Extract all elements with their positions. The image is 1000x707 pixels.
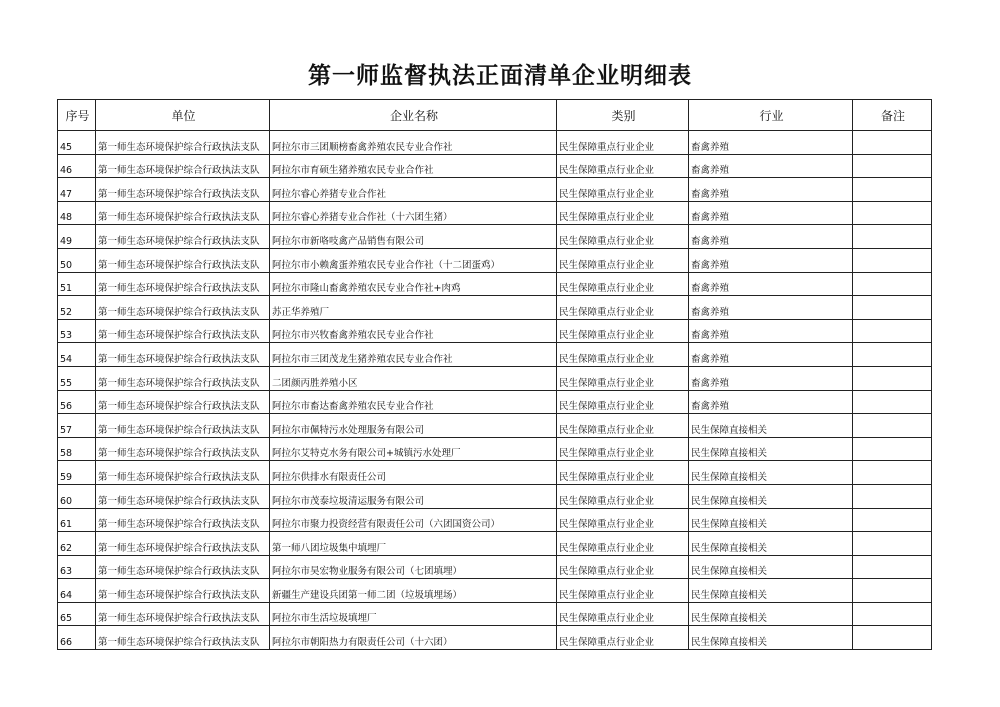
cell-industry: 民生保障直接相关: [689, 414, 853, 438]
table-header-row: [58, 100, 932, 131]
table-row: [58, 414, 932, 438]
cell-remarks: [853, 414, 932, 438]
cell-serial-number: 48: [58, 201, 96, 225]
cell-enterprise-name: 阿拉尔市兴牧畜禽养殖农民专业合作社: [270, 319, 557, 343]
table-row: [58, 508, 932, 532]
cell-enterprise-name: 阿拉尔市隆山畜禽养殖农民专业合作社+肉鸡: [270, 272, 557, 296]
cell-remarks: [853, 579, 932, 603]
cell-industry: 民生保障直接相关: [689, 602, 853, 626]
table-row: [58, 248, 932, 272]
cell-serial-number: 47: [58, 178, 96, 202]
cell-serial-number: 59: [58, 461, 96, 485]
cell-unit: 第一师生态环境保护综合行政执法支队: [96, 296, 270, 320]
cell-serial-number: 50: [58, 248, 96, 272]
cell-enterprise-name: 阿拉尔睿心养猪专业合作社（十六团生猪）: [270, 201, 557, 225]
table-body: [58, 131, 932, 650]
cell-serial-number: 64: [58, 579, 96, 603]
cell-remarks: [853, 532, 932, 556]
table-row: [58, 131, 932, 155]
cell-category: 民生保障重点行业企业: [557, 579, 689, 603]
header-industry: 行业: [689, 100, 853, 131]
cell-unit: 第一师生态环境保护综合行政执法支队: [96, 555, 270, 579]
cell-industry: 畜禽养殖: [689, 248, 853, 272]
cell-category: 民生保障重点行业企业: [557, 343, 689, 367]
cell-remarks: [853, 178, 932, 202]
cell-serial-number: 45: [58, 131, 96, 155]
cell-unit: 第一师生态环境保护综合行政执法支队: [96, 414, 270, 438]
cell-category: 民生保障重点行业企业: [557, 366, 689, 390]
cell-serial-number: 61: [58, 508, 96, 532]
cell-industry: 畜禽养殖: [689, 225, 853, 249]
cell-enterprise-name: 阿拉尔市聚力投资经营有限责任公司（六团国资公司）: [270, 508, 557, 532]
cell-enterprise-name: 阿拉尔睿心养猪专业合作社: [270, 178, 557, 202]
table-row: [58, 437, 932, 461]
cell-serial-number: 52: [58, 296, 96, 320]
table-row: [58, 343, 932, 367]
cell-unit: 第一师生态环境保护综合行政执法支队: [96, 602, 270, 626]
table-row: [58, 154, 932, 178]
cell-enterprise-name: 阿拉尔市昊宏物业服务有限公司（七团填埋）: [270, 555, 557, 579]
cell-category: 民生保障重点行业企业: [557, 414, 689, 438]
cell-unit: 第一师生态环境保护综合行政执法支队: [96, 461, 270, 485]
cell-remarks: [853, 366, 932, 390]
cell-remarks: [853, 602, 932, 626]
cell-enterprise-name: 阿拉尔市育硕生猪养殖农民专业合作社: [270, 154, 557, 178]
cell-category: 民生保障重点行业企业: [557, 201, 689, 225]
cell-serial-number: 65: [58, 602, 96, 626]
cell-remarks: [853, 201, 932, 225]
cell-remarks: [853, 154, 932, 178]
cell-unit: 第一师生态环境保护综合行政执法支队: [96, 508, 270, 532]
cell-remarks: [853, 225, 932, 249]
cell-serial-number: 54: [58, 343, 96, 367]
cell-industry: 民生保障直接相关: [689, 437, 853, 461]
cell-serial-number: 57: [58, 414, 96, 438]
cell-serial-number: 49: [58, 225, 96, 249]
cell-remarks: [853, 390, 932, 414]
cell-serial-number: 46: [58, 154, 96, 178]
table-row: [58, 532, 932, 556]
cell-unit: 第一师生态环境保护综合行政执法支队: [96, 272, 270, 296]
cell-enterprise-name: 阿拉尔市小赖禽蛋养殖农民专业合作社（十二团蛋鸡）: [270, 248, 557, 272]
header-enterprise-name: 企业名称: [270, 100, 557, 131]
cell-enterprise-name: 苏正华养殖厂: [270, 296, 557, 320]
table-row: [58, 225, 932, 249]
cell-enterprise-name: 二团颜丙胜养殖小区: [270, 366, 557, 390]
cell-remarks: [853, 484, 932, 508]
cell-industry: 畜禽养殖: [689, 319, 853, 343]
header-category: 类别: [557, 100, 689, 131]
header-serial-number: 序号: [58, 100, 96, 131]
table-row: [58, 272, 932, 296]
table-row: [58, 390, 932, 414]
cell-serial-number: 55: [58, 366, 96, 390]
cell-industry: 民生保障直接相关: [689, 532, 853, 556]
cell-unit: 第一师生态环境保护综合行政执法支队: [96, 225, 270, 249]
cell-industry: 畜禽养殖: [689, 178, 853, 202]
cell-category: 民生保障重点行业企业: [557, 437, 689, 461]
cell-unit: 第一师生态环境保护综合行政执法支队: [96, 131, 270, 155]
cell-enterprise-name: 阿拉尔市茂泰垃圾清运服务有限公司: [270, 484, 557, 508]
table-row: [58, 366, 932, 390]
cell-category: 民生保障重点行业企业: [557, 390, 689, 414]
cell-industry: 畜禽养殖: [689, 343, 853, 367]
cell-unit: 第一师生态环境保护综合行政执法支队: [96, 201, 270, 225]
table-row: [58, 296, 932, 320]
cell-remarks: [853, 131, 932, 155]
cell-enterprise-name: 阿拉尔供排水有限责任公司: [270, 461, 557, 485]
table-row: [58, 602, 932, 626]
cell-remarks: [853, 437, 932, 461]
cell-unit: 第一师生态环境保护综合行政执法支队: [96, 154, 270, 178]
cell-enterprise-name: 阿拉尔市三团茂龙生猪养殖农民专业合作社: [270, 343, 557, 367]
cell-unit: 第一师生态环境保护综合行政执法支队: [96, 532, 270, 556]
enterprise-table: [57, 99, 932, 650]
cell-category: 民生保障重点行业企业: [557, 508, 689, 532]
cell-unit: 第一师生态环境保护综合行政执法支队: [96, 437, 270, 461]
cell-industry: 民生保障直接相关: [689, 626, 853, 650]
cell-category: 民生保障重点行业企业: [557, 225, 689, 249]
cell-industry: 畜禽养殖: [689, 272, 853, 296]
table-row: [58, 626, 932, 650]
cell-category: 民生保障重点行业企业: [557, 626, 689, 650]
cell-category: 民生保障重点行业企业: [557, 532, 689, 556]
cell-enterprise-name: 阿拉尔市朝阳热力有限责任公司（十六团）: [270, 626, 557, 650]
table-row: [58, 484, 932, 508]
cell-enterprise-name: 阿拉尔市佩特污水处理服务有限公司: [270, 414, 557, 438]
cell-industry: 畜禽养殖: [689, 296, 853, 320]
cell-category: 民生保障重点行业企业: [557, 484, 689, 508]
cell-remarks: [853, 343, 932, 367]
cell-enterprise-name: 阿拉尔市畜达畜禽养殖农民专业合作社: [270, 390, 557, 414]
cell-remarks: [853, 626, 932, 650]
cell-enterprise-name: 阿拉尔市生活垃圾填埋厂: [270, 602, 557, 626]
cell-unit: 第一师生态环境保护综合行政执法支队: [96, 366, 270, 390]
cell-category: 民生保障重点行业企业: [557, 555, 689, 579]
cell-remarks: [853, 461, 932, 485]
cell-industry: 畜禽养殖: [689, 154, 853, 178]
cell-enterprise-name: 阿拉尔市三团顺榜畜禽养殖农民专业合作社: [270, 131, 557, 155]
cell-category: 民生保障重点行业企业: [557, 461, 689, 485]
cell-serial-number: 58: [58, 437, 96, 461]
cell-remarks: [853, 296, 932, 320]
cell-industry: 畜禽养殖: [689, 366, 853, 390]
cell-unit: 第一师生态环境保护综合行政执法支队: [96, 579, 270, 603]
cell-category: 民生保障重点行业企业: [557, 272, 689, 296]
cell-serial-number: 60: [58, 484, 96, 508]
cell-enterprise-name: 阿拉尔市新咯吱禽产品销售有限公司: [270, 225, 557, 249]
cell-industry: 民生保障直接相关: [689, 579, 853, 603]
cell-remarks: [853, 248, 932, 272]
table-row: [58, 555, 932, 579]
table-row: [58, 319, 932, 343]
header-unit: 单位: [96, 100, 270, 131]
cell-unit: 第一师生态环境保护综合行政执法支队: [96, 484, 270, 508]
cell-unit: 第一师生态环境保护综合行政执法支队: [96, 343, 270, 367]
cell-serial-number: 62: [58, 532, 96, 556]
page-title: 第一师监督执法正面清单企业明细表: [308, 63, 692, 89]
cell-category: 民生保障重点行业企业: [557, 154, 689, 178]
cell-remarks: [853, 319, 932, 343]
cell-category: 民生保障重点行业企业: [557, 319, 689, 343]
cell-industry: 畜禽养殖: [689, 201, 853, 225]
cell-remarks: [853, 555, 932, 579]
cell-remarks: [853, 272, 932, 296]
table-row: [58, 579, 932, 603]
cell-unit: 第一师生态环境保护综合行政执法支队: [96, 390, 270, 414]
cell-industry: 民生保障直接相关: [689, 461, 853, 485]
cell-unit: 第一师生态环境保护综合行政执法支队: [96, 319, 270, 343]
cell-unit: 第一师生态环境保护综合行政执法支队: [96, 178, 270, 202]
cell-category: 民生保障重点行业企业: [557, 296, 689, 320]
cell-category: 民生保障重点行业企业: [557, 131, 689, 155]
cell-serial-number: 66: [58, 626, 96, 650]
cell-enterprise-name: 新疆生产建设兵团第一师二团（垃圾填埋场）: [270, 579, 557, 603]
cell-serial-number: 63: [58, 555, 96, 579]
cell-category: 民生保障重点行业企业: [557, 178, 689, 202]
cell-remarks: [853, 508, 932, 532]
cell-enterprise-name: 第一师八团垃圾集中填埋厂: [270, 532, 557, 556]
table-row: [58, 178, 932, 202]
cell-industry: 民生保障直接相关: [689, 508, 853, 532]
cell-industry: 畜禽养殖: [689, 390, 853, 414]
cell-unit: 第一师生态环境保护综合行政执法支队: [96, 626, 270, 650]
cell-category: 民生保障重点行业企业: [557, 602, 689, 626]
cell-enterprise-name: 阿拉尔艾特克水务有限公司+城镇污水处理厂: [270, 437, 557, 461]
cell-industry: 民生保障直接相关: [689, 484, 853, 508]
cell-serial-number: 51: [58, 272, 96, 296]
table-row: [58, 461, 932, 485]
table-row: [58, 201, 932, 225]
header-remarks: 备注: [853, 100, 932, 131]
cell-category: 民生保障重点行业企业: [557, 248, 689, 272]
cell-serial-number: 56: [58, 390, 96, 414]
cell-industry: 民生保障直接相关: [689, 555, 853, 579]
cell-unit: 第一师生态环境保护综合行政执法支队: [96, 248, 270, 272]
cell-industry: 畜禽养殖: [689, 131, 853, 155]
cell-serial-number: 53: [58, 319, 96, 343]
